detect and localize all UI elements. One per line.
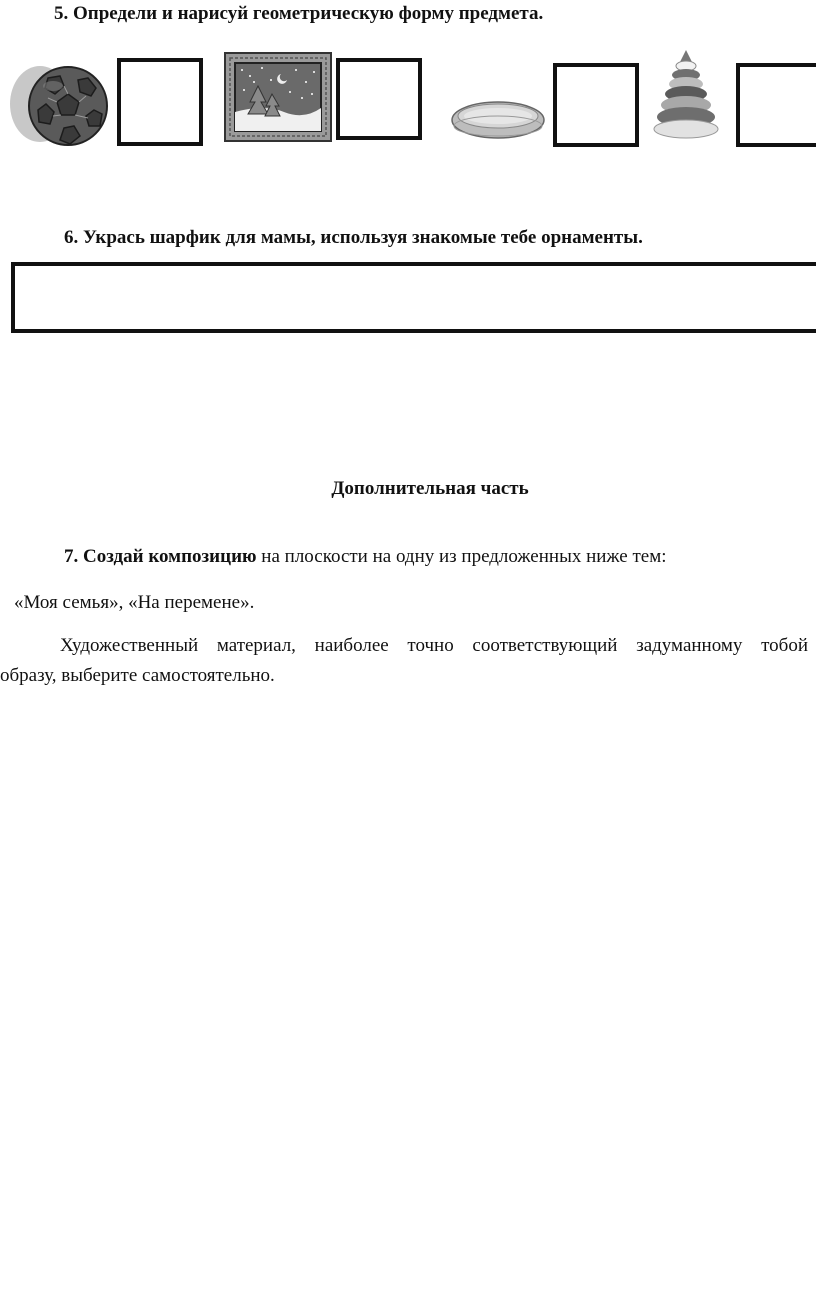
task7-label: 7. Создай композицию: [64, 546, 257, 567]
winter-painting-image: [224, 52, 332, 142]
answer-box-1[interactable]: [117, 58, 203, 146]
section-title: Дополнительная часть: [331, 478, 529, 499]
task7-material-line1: Художественный материал, наиболее точно соответствующий задуманному тобой: [60, 635, 808, 656]
task5-heading: 5. Определи и нарисуй геометрическую форму предмета.: [54, 3, 544, 24]
oval-tray-image: [450, 94, 550, 144]
answer-box-3[interactable]: [553, 63, 639, 147]
answer-box-4[interactable]: [736, 63, 816, 147]
task7-themes: «Моя семья», «На перемене».: [14, 592, 255, 613]
task7-material-line2: образу, выберите самостоятельно.: [0, 665, 275, 686]
scarf-drawing-box[interactable]: [11, 262, 816, 333]
ring-pyramid-image: [652, 48, 720, 140]
answer-box-2[interactable]: [336, 58, 422, 140]
task7-text: на плоскости на одну из предложенных ниже тем:: [256, 546, 667, 567]
task7-instruction: [64, 546, 667, 568]
task6-heading: 6. Укрась шарфик для мамы, используя знакомые тебе орнаменты.: [64, 227, 643, 248]
soccer-ball-image: [8, 64, 108, 148]
